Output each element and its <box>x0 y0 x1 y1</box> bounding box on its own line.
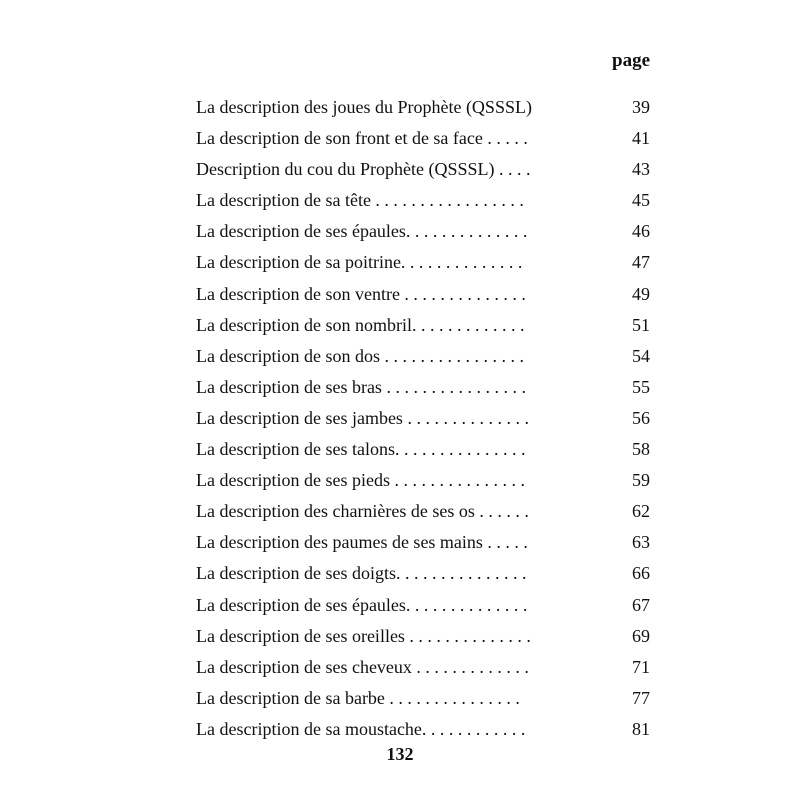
toc-entry-title: La description de ses pieds . . . . . . . . . . . . . . . <box>196 470 525 491</box>
toc-entry-title: La description de ses épaules. . . . . . . . . . . . . . <box>196 594 528 615</box>
toc-entry <box>196 465 650 496</box>
toc-entry-title: La description de son nombril. . . . . . . . . . . . . <box>196 314 525 335</box>
toc-entry <box>196 714 650 745</box>
toc-entry-page: 81 <box>632 718 650 739</box>
toc-entry <box>196 590 650 621</box>
toc-entry <box>196 341 650 372</box>
toc-entry-title: La description de ses doigts. . . . . . . . . . . . . . . <box>196 563 527 584</box>
toc-entry-page: 45 <box>632 190 650 211</box>
toc-entry <box>196 558 650 589</box>
toc-entry-page: 51 <box>632 314 650 335</box>
toc-entry <box>196 496 650 527</box>
toc-entry-title: La description de ses cheveux . . . . . . . . . . . . . <box>196 656 529 677</box>
toc-entry-page: 67 <box>632 594 650 615</box>
toc-entry-title: La description de ses bras . . . . . . . . . . . . . . . . <box>196 376 526 397</box>
toc-entry <box>196 683 650 714</box>
toc-entry-page: 59 <box>632 470 650 491</box>
toc-entry-title: La description des charnières de ses os . . . . . . <box>196 501 529 522</box>
toc-entry <box>196 527 650 558</box>
toc-entry-page: 62 <box>632 501 650 522</box>
toc-entry-page: 56 <box>632 407 650 428</box>
toc-entry-page: 41 <box>632 128 650 149</box>
toc-entry <box>196 652 650 683</box>
toc-entry-page: 71 <box>632 656 650 677</box>
toc-entry-page: 55 <box>632 376 650 397</box>
toc-entry-page: 39 <box>632 97 650 117</box>
toc-entry-page: 54 <box>632 345 650 366</box>
toc-entry-title: La description de son ventre . . . . . . . . . . . . . . <box>196 283 526 304</box>
toc-list <box>196 92 650 745</box>
toc-entry-page: 63 <box>632 532 650 553</box>
toc-entry-title: La description de sa poitrine. . . . . . . . . . . . . . <box>196 252 523 273</box>
toc-entry-page: 47 <box>632 252 650 273</box>
toc-entry <box>196 185 650 216</box>
toc-entry <box>196 403 650 434</box>
toc-entry <box>196 434 650 465</box>
toc-entry-title: La description de ses jambes . . . . . . . . . . . . . . <box>196 407 529 428</box>
toc-entry-page: 66 <box>632 563 650 584</box>
toc-entry <box>196 279 650 310</box>
toc-entry-title: La description des paumes de ses mains . . . . . <box>196 532 528 553</box>
toc-entry <box>196 92 650 123</box>
toc-entry-page: 43 <box>632 159 650 180</box>
toc-entry <box>196 216 650 247</box>
toc-entry-title: La description de ses oreilles . . . . . . . . . . . . . . <box>196 625 531 646</box>
toc-entry-page: 46 <box>632 221 650 242</box>
toc-entry-title: La description des joues du Prophète (QSSSL) <box>196 97 532 117</box>
toc-entry-page: 58 <box>632 439 650 460</box>
toc-entry-title: La description de sa moustache. . . . . . . . . . . . <box>196 718 526 739</box>
toc-entry <box>196 154 650 185</box>
toc-entry <box>196 123 650 154</box>
page-column-heading: page <box>612 50 650 71</box>
toc-entry <box>196 310 650 341</box>
toc-entry-title: La description de sa tête . . . . . . . . . . . . . . . . . <box>196 190 524 211</box>
toc-entry-page: 49 <box>632 283 650 304</box>
toc-entry-title: La description de sa barbe . . . . . . . . . . . . . . . <box>196 687 520 708</box>
toc-entry-title: La description de ses épaules. . . . . . . . . . . . . . <box>196 221 528 242</box>
toc-entry <box>196 247 650 278</box>
page-number: 132 <box>386 744 414 764</box>
toc-entry-title: La description de ses talons. . . . . . . . . . . . . . . <box>196 439 526 460</box>
toc-entry-title: Description du cou du Prophète (QSSSL) . . . . <box>196 159 531 180</box>
toc-entry <box>196 372 650 403</box>
toc-entry-page: 69 <box>632 625 650 646</box>
toc-entry-page: 77 <box>632 687 650 708</box>
toc-entry-title: La description de son front et de sa face . . . . . <box>196 128 528 149</box>
toc-entry-title: La description de son dos . . . . . . . . . . . . . . . . <box>196 345 524 366</box>
toc-entry <box>196 621 650 652</box>
